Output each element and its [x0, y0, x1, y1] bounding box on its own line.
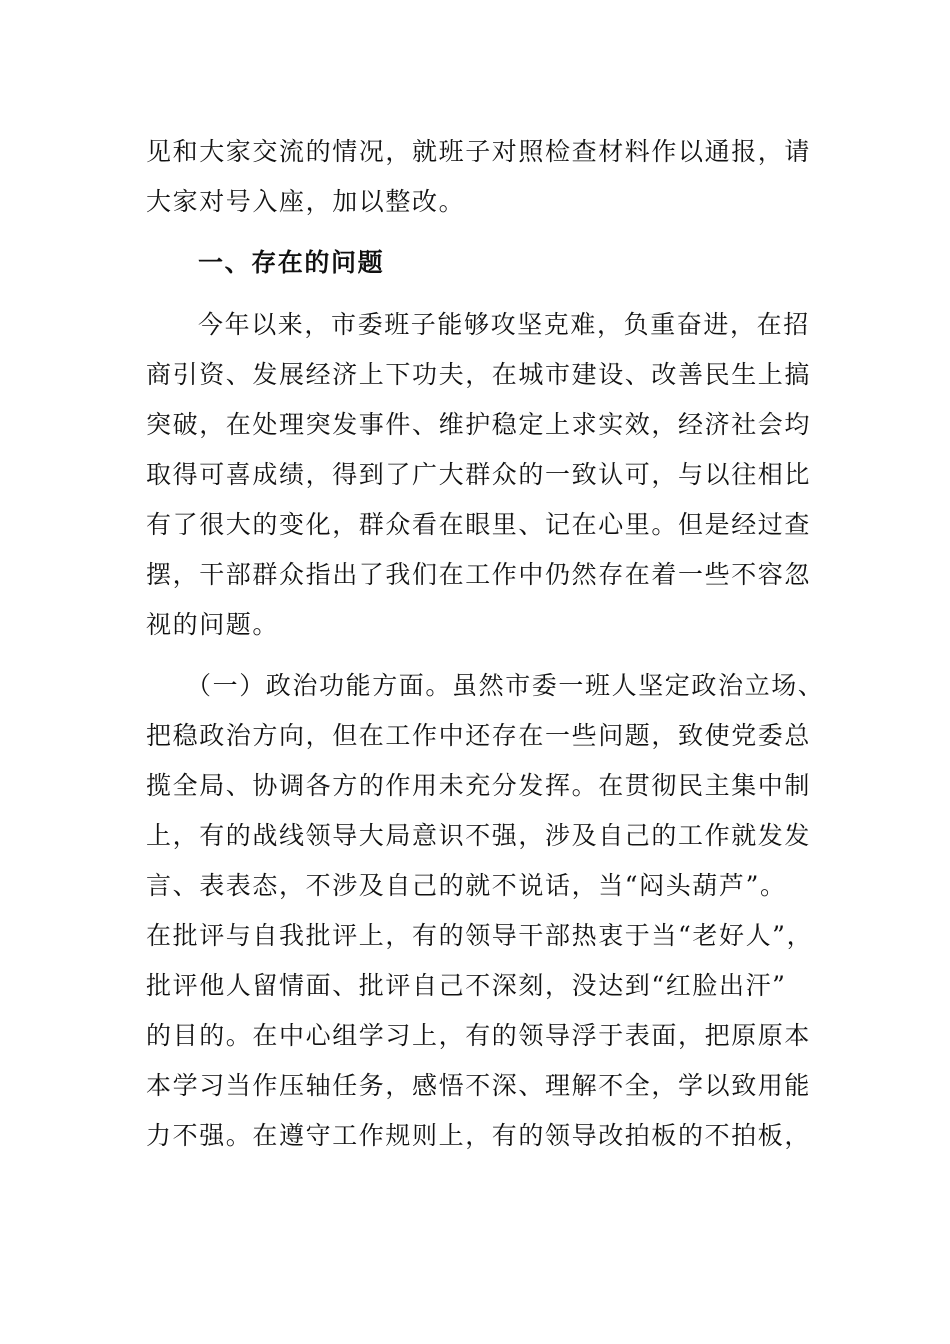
paragraph-line: 本学习当作压轴任务，感悟不深、理解不全，学以致用能	[146, 1071, 812, 1100]
paragraph-line: 商引资、发展经济上下功夫，在城市建设、改善民生上搞	[146, 360, 812, 389]
subsection-first-line: （一）政治功能方面。虽然市委一班人坚定政治立场、	[186, 671, 825, 700]
paragraph-line: 突破，在处理突发事件、维护稳定上求实效，经济社会均	[146, 410, 812, 439]
paragraph-continuation-line: 见和大家交流的情况，就班子对照检查材料作以通报，请	[146, 137, 812, 166]
paragraph-line: 力不强。在遵守工作规则上，有的领导改拍板的不拍板，	[146, 1121, 812, 1150]
paragraph-continuation-line: 大家对号入座，加以整改。	[146, 187, 466, 216]
paragraph-line: 把稳政治方向，但在工作中还存在一些问题，致使党委总	[146, 721, 812, 750]
paragraph-first-line: 今年以来，市委班子能够攻坚克难，负重奋进，在招	[198, 310, 810, 339]
paragraph-line: 摆，干部群众指出了我们在工作中仍然存在着一些不容忽	[146, 560, 812, 589]
paragraph-line: 有了很大的变化，群众看在眼里、记在心里。但是经过查	[146, 510, 812, 539]
paragraph-line: 的目的。在中心组学习上，有的领导浮于表面，把原原本	[146, 1021, 812, 1050]
paragraph-line: 揽全局、协调各方的作用未充分发挥。在贯彻民主集中制	[146, 771, 812, 800]
paragraph-line: 取得可喜成绩，得到了广大群众的一致认可，与以往相比	[146, 460, 812, 489]
paragraph-line: 言、表表态，不涉及自己的就不说话，当“闷头葫芦”。	[146, 871, 787, 900]
paragraph-line: 批评他人留情面、批评自己不深刻，没达到“红脸出汗”	[146, 971, 787, 1000]
paragraph-line: 视的问题。	[146, 610, 280, 639]
paragraph-line: 在批评与自我批评上，有的领导干部热衷于当“老好人”，	[146, 921, 814, 950]
section-heading: 一、存在的问题	[198, 248, 385, 277]
paragraph-line: 上，有的战线领导大局意识不强，涉及自己的工作就发发	[146, 821, 812, 850]
